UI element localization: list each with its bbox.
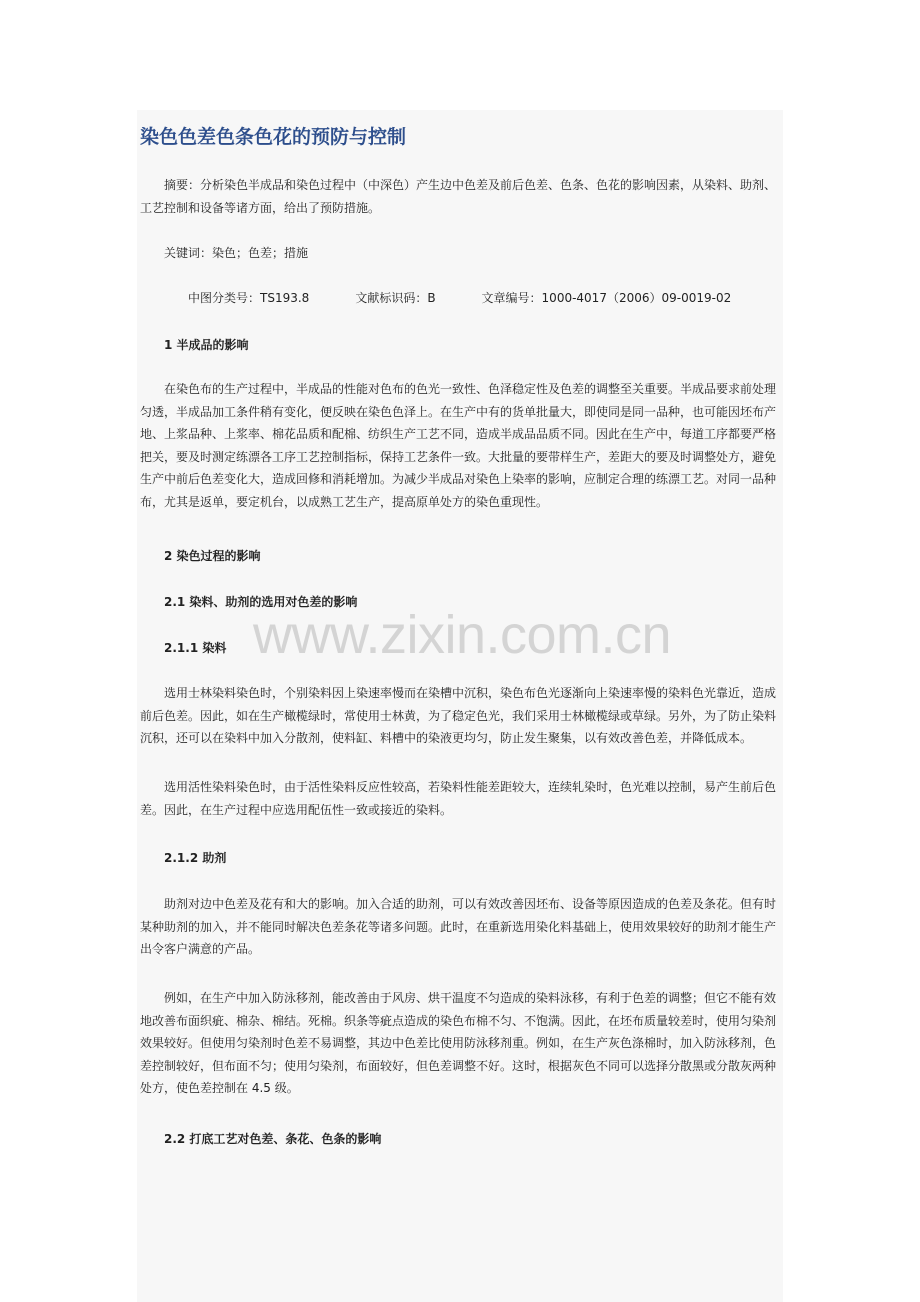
watermark: www.zixin.com.cn (252, 605, 672, 665)
paragraph-semi-finished: 在染色布的生产过程中，半成品的性能对色布的色光一致性、色泽稳定性及色差的调整至关重要。半成品要求前处理匀透，半成品加工条件稍有变化，便反映在染色色泽上。在生产中有的货单批量大，即使同是同一品种，也可能因坯布产地、上浆品种、上浆率、棉花品质和配棉、纺织生产工艺不同，造成半成品品质不同。因此在生产中，每道工序都要严格把关，要及时测定练漂各工序工艺控制指标，保持工艺条件一致。大批量的要带样生产，差距大的要及时调整处方，避免生产中前后色差变化大，造成回修和消耗增加。为减少半成品对染色上染率的影响，应制定合理的练漂工艺。对同一品种布，尤其是返单，要定机台，以成熟工艺生产，提高原单处方的染色重现性。 (140, 382, 777, 509)
paragraph-auxiliaries: 助剂对边中色差及花有和大的影响。加入合适的助剂，可以有效改善因坯布、设备等原因造成的色差及条花。但有时某种助剂的加入，并不能同时解决色差条花等诸多问题。此时，在重新选用染化料基础上，使用效果较好的助剂才能生产出令客户满意的产品。 (140, 897, 777, 957)
article-number: 文章编号：1000-4017（2006）09-0019-02 (481, 291, 732, 305)
section-heading-2-1: 2.1 染料、助剂的选用对色差的影响 (164, 595, 358, 609)
classification-line (140, 287, 782, 310)
section-heading-2-1-1: 2.1.1 染料 (164, 641, 227, 655)
abstract-paragraph: 摘要：分析染色半成品和染色过程中（中深色）产生边中色差及前后色差、色条、色花的影响因素，从染料、助剂、工艺控制和设备等诸方面，给出了预防措施。 (140, 178, 777, 215)
section-heading-1: 1 半成品的影响 (164, 338, 249, 352)
paragraph-example: 例如，在生产中加入防泳移剂，能改善由于风房、烘干温度不匀造成的染料泳移，有利于色差的调整；但它不能有效地改善布面织疵、棉杂、棉结。死棉。织条等疵点造成的染色布棉不匀、不饱满。因此，在坯布质量较差时，使用匀染剂效果较好。但使用匀染剂时色差不易调整，其边中色差比使用防泳移剂重。例如，在生产灰色涤棉时，加入防泳移剂，色差控制较好，但布面不匀；使用匀染剂，布面较好，但色差调整不好。这时，根据灰色不同可以选择分散黑或分散灰两种处方，使色差控制在 4.5 级。 (140, 991, 777, 1096)
clc-number: 中图分类号：TS193.8 (188, 291, 310, 305)
article-title: 染色色差色条色花的预防与控制 (140, 126, 407, 148)
section-heading-2-1-2: 2.1.2 助剂 (164, 851, 227, 865)
paragraph-vat-dyes: 选用士林染料染色时，个别染料因上染速率慢而在染槽中沉积，染色布色光逐渐向上染速率慢的染料色光靠近，造成前后色差。因此，如在生产橄榄绿时，常使用士林黄，为了稳定色光，我们采用士林橄榄绿或草绿。另外，为了防止染料沉积，还可以在染料中加入分散剂，使料缸、料槽中的染液更均匀，防止发生聚集，以有效改善色差，并降低成本。 (140, 686, 777, 746)
paragraph-reactive-dyes: 选用活性染料染色时，由于活性染料反应性较高，若染料性能差距较大，连续轧染时，色光难以控制，易产生前后色差。因此，在生产过程中应选用配伍性一致或接近的染料。 (140, 780, 777, 817)
document-code: 文献标识码：B (355, 291, 436, 305)
section-heading-2-2: 2.2 打底工艺对色差、条花、色条的影响 (164, 1132, 382, 1146)
section-heading-2: 2 染色过程的影响 (164, 549, 261, 563)
keywords-line: 关键词：染色；色差；措施 (164, 246, 309, 260)
